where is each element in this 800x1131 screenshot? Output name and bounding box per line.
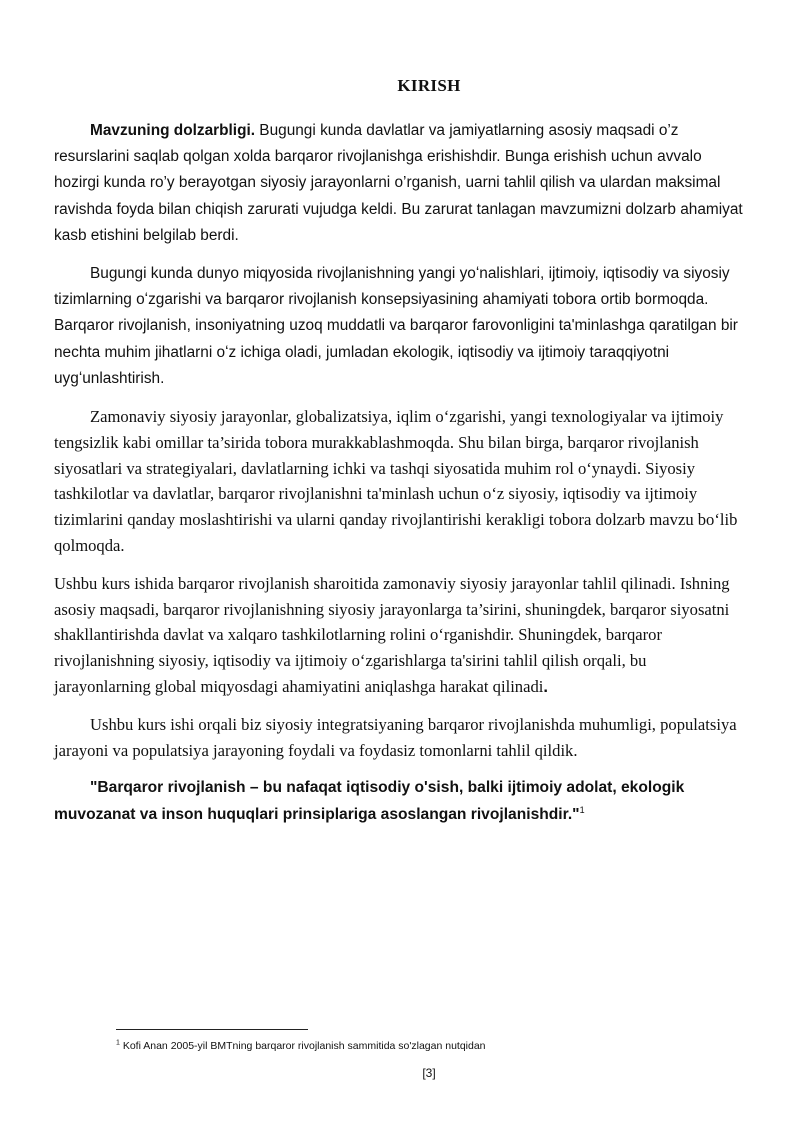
footnote-text: Kofi Anan 2005-yil BMTning barqaror rivojlanish sammitida so'zlagan nutqidan [119,1040,486,1052]
paragraph-modern-politics: Zamonaviy siyosiy jarayonlar, globalizatsiya, iqlim o‘zgarishi, yangi texnologiyalar va ijtimoiy tengsizlik kabi omillar ta’sirida tobora murakkablashmoqda. Shu bilan birga, barqaror rivojlanish siyosatlari va strategiyalari, davlatlarning ichki va tashqi siyosatida muhim rol o‘ynaydi. Siyosiy tashkilotlar va davlatlar, barqaror rivojlanishni ta'minlash uchun o‘z siyosiy, iqtisodiy va ijtimoiy tizimlarini qanday moslashtirishi va ularni qanday rivojlantirishi kerakligi tobora dolzarb mavzu bo‘lib qolmoqda. [54,407,738,556]
footnote-marker: 1 [116,1039,120,1047]
paragraph-text: Ushbu kurs ishida barqaror rivojlanish sharoitida zamonaviy siyosiy jarayonlar tahlil qilinadi. Ishning asosiy maqsadi, barqaror rivojlanishning siyosiy jarayonlarga ta’sirini, shuningdek, barqaror siyosatni shakllantirishda davlat va xalqaro tashkilotlarning rolini o‘rganishdir. Shuningdek, barqaror rivojlanishning siyosiy, iqtisodiy va ijtimoiy o‘zgarishlarga ta'sirini tahlil qilish orqali, bu jarayonlarning global miqyosdagi ahamiyatini aniqlashga harakat qilinadi [54,573,730,696]
paragraph-conclusion: Ushbu kurs ishi orqali biz siyosiy integratsiyaning barqaror rivojlanishda muhumligi, populatsiya jarayoni va populatsiya jarayoning foydali va foydasiz tomonlarni tahlil qildik. [54,714,737,760]
paragraph-relevance [54,118,746,249]
page-title: KIRISH [397,76,461,95]
paragraph-end: . [543,677,549,696]
paragraph-global-development: Bugungi kunda dunyo miqyosida rivojlanishning yangi yoʻnalishlari, ijtimoiy, iqtisodiy va siyosiy tizimlarning oʻzgarishi va barqaror rivojlanish konsepsiyasining ahamiyati tobora ortib bormoqda. Barqaror rivojlanish, insoniyatning uzoq muddatli va barqaror farovonligini ta'minlashga qaratilgan bir nechta muhim jihatlarni oʻz ichiga oladi, jumladan ekologik, iqtisodiy va ijtimoiy taraqqiyotni uygʻunlashtirish. [54,265,738,387]
quote-block [54,775,746,827]
quote-text: "Barqaror rivojlanish – bu nafaqat iqtisodiy o'sish, balki ijtimoiy adolat, ekologik muvozanat va inson huquqlari prinsiplariga asoslangan rivojlanishdir." [54,779,685,823]
footnote-reference[interactable]: 1 [579,804,585,815]
page-number: [3] [422,1066,436,1080]
document-body [54,118,746,828]
paragraph-text: Bugungi kunda davlatlar va jamiyatlarning asosiy maqsadi o’z resurslarini saqlab qolgan xolda barqaror rivojlanishga erishishdir. Bunga erishish uchun avvalo hozirgi kunda ro’y berayotgan siyosiy jarayonlarni o’rganish, uarni tahlil qilish va ulardan maksimal ravishda foyda bilan chiqish zarurati vujudga keldi. Bu zarurat tanlagan mavzumizni dolzarb ahamiyat kasb etishini belgilab berdi. [54,122,743,244]
paragraph-course-goal [54,571,746,700]
footnote-separator [116,1029,308,1030]
footnote [116,1039,716,1053]
paragraph-lead: Mavzuning dolzarbligi. [90,122,256,139]
